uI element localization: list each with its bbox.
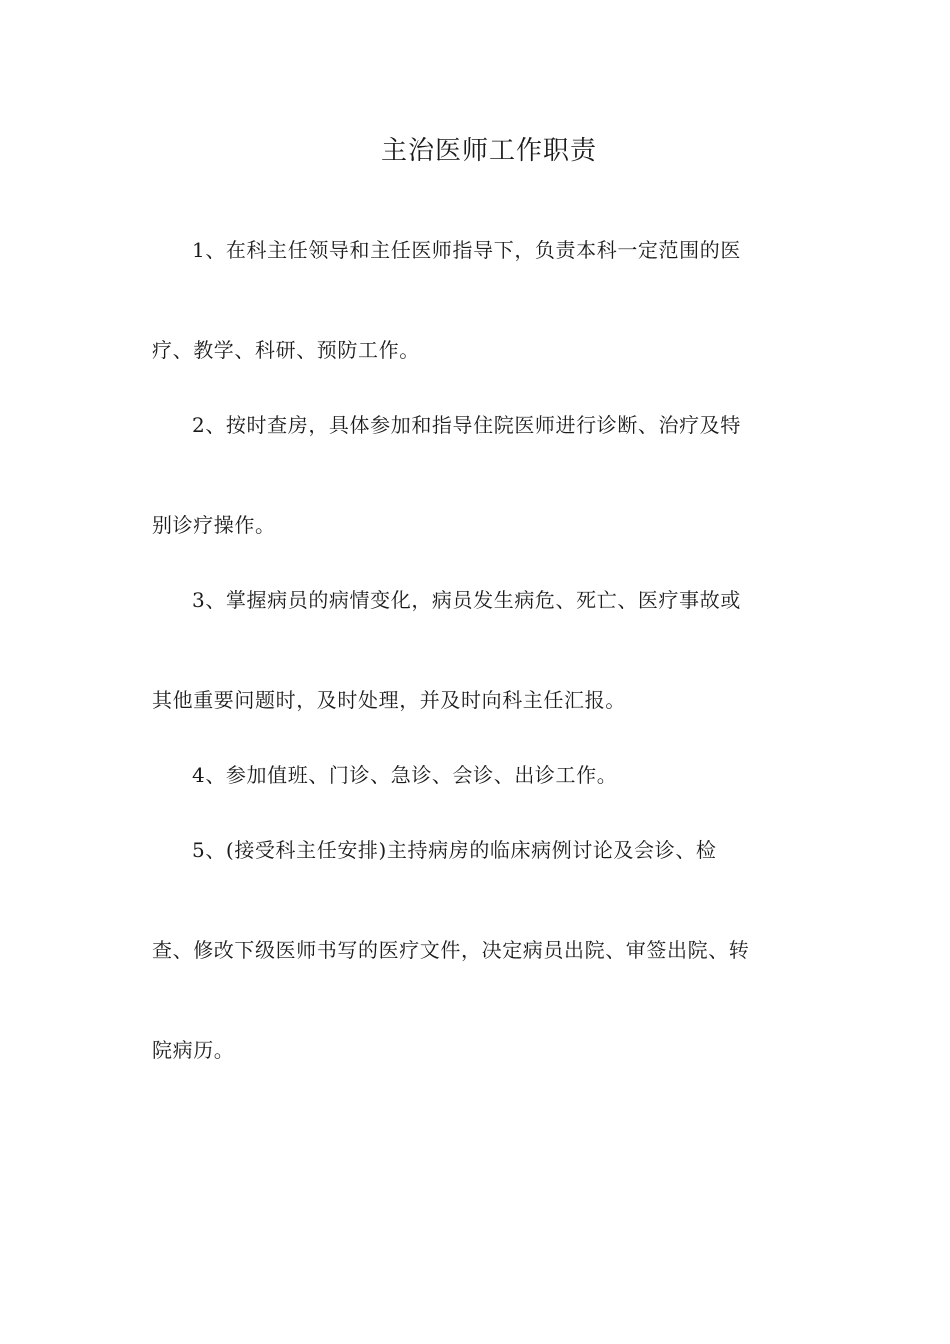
duty-2-line-2: 别诊疗操作。 — [152, 513, 276, 537]
duty-5-line-1: 5、(接受科主任安排)主持病房的临床病例讨论及会诊、检 — [192, 838, 717, 862]
document-title: 主治医师工作职责 — [380, 136, 597, 166]
duty-5-line-3: 院病历。 — [152, 1038, 235, 1062]
duty-4-line-1: 4、参加值班、门诊、急诊、会诊、出诊工作。 — [192, 763, 618, 787]
duty-1-line-2: 疗、教学、科研、预防工作。 — [152, 338, 420, 362]
duty-1-line-1: 1、在科主任领导和主任医师指导下，负责本科一定范围的医 — [192, 238, 741, 262]
duty-3-line-2: 其他重要问题时，及时处理，并及时向科主任汇报。 — [152, 688, 626, 712]
duty-5-line-2: 查、修改下级医师书写的医疗文件，决定病员出院、审签出院、转 — [152, 938, 750, 962]
duty-3-line-1: 3、掌握病员的病情变化，病员发生病危、死亡、医疗事故或 — [192, 588, 741, 612]
duty-2-line-1: 2、按时查房，具体参加和指导住院医师进行诊断、治疗及特 — [192, 413, 741, 437]
